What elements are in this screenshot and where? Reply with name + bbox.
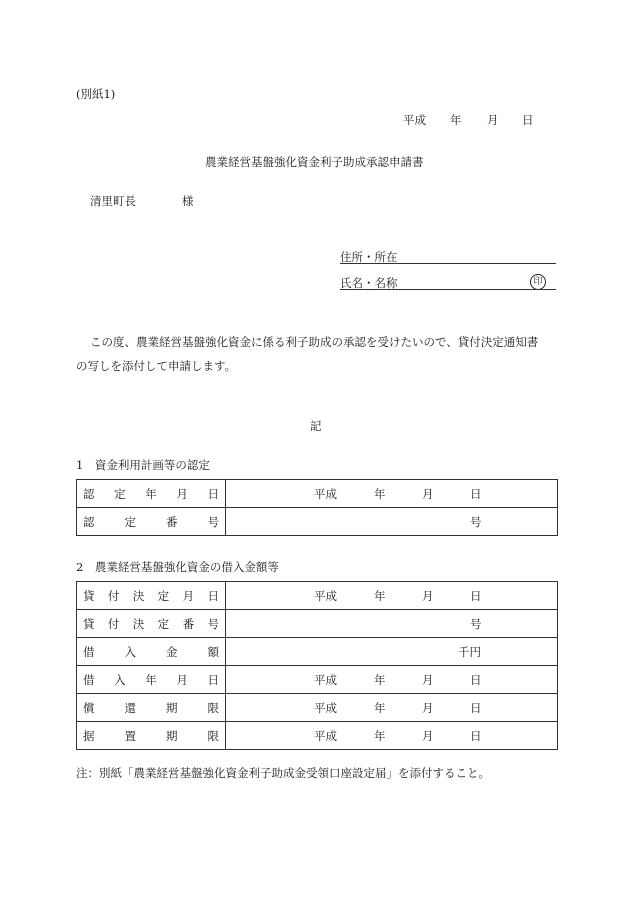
row-value[interactable] xyxy=(226,508,558,536)
value-year-unit: 年 xyxy=(374,673,386,687)
row-label xyxy=(77,666,226,694)
value-month-unit: 月 xyxy=(422,729,434,743)
document-title: 農業経営基盤強化資金利子助成承認申請書 xyxy=(205,155,424,169)
name-label: 氏名・名称 xyxy=(340,276,398,290)
value-day-unit: 日 xyxy=(470,729,482,743)
date-day-unit: 日 xyxy=(522,113,534,127)
label-char: 入 xyxy=(114,672,126,687)
label-char: 月 xyxy=(176,486,188,501)
label-char: 期 xyxy=(166,728,178,743)
label-char: 貸 xyxy=(83,616,95,631)
value-era: 平成 xyxy=(314,589,337,603)
label-char: 認 xyxy=(83,514,95,529)
value-era: 平成 xyxy=(314,701,337,715)
value-era: 平成 xyxy=(314,729,337,743)
row-label xyxy=(77,582,226,610)
label-char: 償 xyxy=(83,700,95,715)
label-char: 定 xyxy=(124,514,136,529)
row-value[interactable] xyxy=(226,582,558,610)
table-row xyxy=(77,694,558,722)
address-label: 住所・所在 xyxy=(340,250,398,264)
label-char: 決 xyxy=(132,616,145,631)
value-year-unit: 年 xyxy=(374,589,386,603)
row-value[interactable] xyxy=(226,610,558,638)
value-month-unit: 月 xyxy=(422,589,434,603)
label-char: 限 xyxy=(207,728,219,743)
value-unit: 号 xyxy=(470,515,482,529)
table-row xyxy=(77,508,558,536)
value-month-unit: 月 xyxy=(422,673,434,687)
table-row xyxy=(77,480,558,508)
value-unit: 千円 xyxy=(458,645,481,659)
label-char: 定 xyxy=(157,588,170,603)
label-char: 日 xyxy=(207,588,219,603)
date-month-unit: 月 xyxy=(487,113,499,127)
table-row xyxy=(77,722,558,750)
seal-mark: 印 xyxy=(530,274,546,290)
name-underline xyxy=(340,289,556,290)
value-day-unit: 日 xyxy=(470,487,482,501)
table-row xyxy=(77,638,558,666)
footnote: 注：別紙「農業経営基盤強化資金利子助成金受領口座設定届」を添付すること。 xyxy=(76,766,490,780)
value-day-unit: 日 xyxy=(470,673,482,687)
value-month-unit: 月 xyxy=(422,701,434,715)
label-char: 日 xyxy=(207,486,219,501)
date-year-unit: 年 xyxy=(450,113,462,127)
body-text-line-2: の写しを添付して申請します。 xyxy=(76,359,237,373)
section2-heading: 2 農業経営基盤強化資金の借入金額等 xyxy=(76,560,279,574)
value-day-unit: 日 xyxy=(470,589,482,603)
label-char: 認 xyxy=(83,486,95,501)
body-text-line-1: この度、農業経営基盤強化資金に係る利子助成の承認を受けたいので、貸付決定通知書 xyxy=(90,335,539,349)
value-year-unit: 年 xyxy=(374,729,386,743)
label-char: 期 xyxy=(166,700,178,715)
label-char: 置 xyxy=(124,728,136,743)
value-era: 平成 xyxy=(314,673,337,687)
ki-label: 記 xyxy=(310,419,322,433)
label-char: 決 xyxy=(132,588,145,603)
row-value[interactable] xyxy=(226,638,558,666)
label-char: 借 xyxy=(83,644,95,659)
label-char: 定 xyxy=(114,486,126,501)
row-label xyxy=(77,610,226,638)
label-char: 還 xyxy=(124,700,136,715)
table-row xyxy=(77,582,558,610)
value-era: 平成 xyxy=(314,487,337,501)
row-label xyxy=(77,508,226,536)
row-label xyxy=(77,722,226,750)
label-char: 金 xyxy=(166,644,178,659)
label-char: 番 xyxy=(166,514,178,529)
label-char: 貸 xyxy=(83,588,95,603)
label-char: 定 xyxy=(157,616,170,631)
addressee-name: 清里町長 xyxy=(90,194,136,208)
label-char: 付 xyxy=(107,588,120,603)
row-label xyxy=(77,638,226,666)
value-year-unit: 年 xyxy=(374,701,386,715)
section2-table xyxy=(76,581,558,750)
label-char: 月 xyxy=(182,588,195,603)
value-unit: 号 xyxy=(470,617,482,631)
addressee-honorific: 様 xyxy=(182,194,194,208)
row-value[interactable] xyxy=(226,722,558,750)
table-row xyxy=(77,610,558,638)
label-char: 額 xyxy=(207,644,219,659)
label-char: 年 xyxy=(145,486,157,501)
value-day-unit: 日 xyxy=(470,701,482,715)
value-month-unit: 月 xyxy=(422,487,434,501)
label-char: 借 xyxy=(83,672,95,687)
row-value[interactable] xyxy=(226,694,558,722)
date-era: 平成 xyxy=(403,113,426,127)
address-underline xyxy=(340,263,556,264)
section1-heading: 1 資金利用計画等の認定 xyxy=(76,458,210,472)
row-label xyxy=(77,694,226,722)
label-char: 番 xyxy=(182,616,195,631)
label-char: 日 xyxy=(207,672,219,687)
section1-table xyxy=(76,479,558,536)
label-char: 付 xyxy=(107,616,120,631)
label-char: 号 xyxy=(207,616,219,631)
label-char: 限 xyxy=(207,700,219,715)
label-char: 据 xyxy=(83,728,95,743)
label-char: 号 xyxy=(207,514,219,529)
row-value[interactable] xyxy=(226,666,558,694)
value-year-unit: 年 xyxy=(374,487,386,501)
row-label xyxy=(77,480,226,508)
label-char: 月 xyxy=(176,672,188,687)
label-char: 入 xyxy=(124,644,136,659)
row-value[interactable] xyxy=(226,480,558,508)
label-char: 年 xyxy=(145,672,157,687)
table-row xyxy=(77,666,558,694)
attachment-label: (別紙1) xyxy=(76,87,116,101)
